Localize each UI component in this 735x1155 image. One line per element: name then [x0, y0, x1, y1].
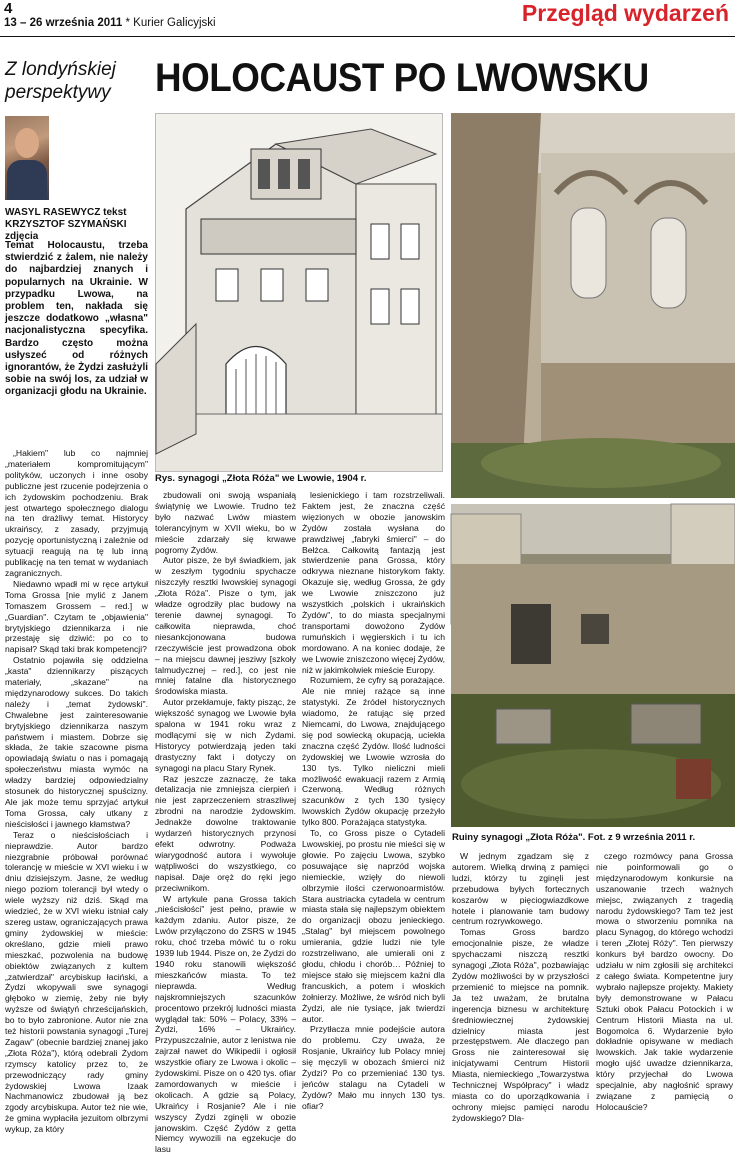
page-number: 4: [4, 0, 13, 17]
article-paragraph: W jednym zgadzam się z autorem. Wielką drwiną z pamięci ludzi, którzy tu zginęli jest przebudowa byłych fortecznych koszarów w pięciogwiazdkowe hotele i planowanie tam budowy centrum rozrywkowego.: [452, 851, 589, 927]
article-column-1: [5, 448, 148, 1135]
author-credit: WASYL RASEWYCZ tekst: [5, 207, 127, 218]
article-paragraph: Przytłacza mnie podejście autora do problemu. Czy uważa, że Rosjanie, Ukraińcy lub Polacy mniej się męczyli w obozach śmierci niż Żydzi? Po co przemieniać 130 tys. jeńców stalagu na Cytadeli w Żydów? Mało mu innych 130 tys. ofiar?: [302, 1024, 445, 1111]
date-separator: *: [122, 17, 134, 29]
article-column-5: [596, 851, 733, 1112]
article-paragraph: Tomas Gross bardzo emocjonalnie pisze, że władze spychaczami niszczą resztki synagogi „Złota Róża", pozbawiając Żydów możliwości by w przyszłości przemienić to miejsce na pomnik. Ja też uważam, że brutalna ingerencja biznesu w architekturę średniowiecznej żydowskiej dzielnicy miasta jest przestępstwem. Ale dlaczego pan Gross nie zainteresował się inicjatywami Centrum Historii Miasta, niemieckiego „Towarzystwa Technicznej Współpracy" i władz miasta co do uporządkowania i ochrony miejsc pamięci narodu żydowskiego? Dla-: [452, 927, 589, 1123]
article-paragraph: Autor pisze, że był świadkiem, jak w zeszłym tygodniu spychacze niszczyły resztki lwowskiej synagogi „Złota Róża". Pisze o tym, jak władze ogrodziły plac budowy na terenie dawnej synagogi. To całkowita nieprawda, choć niesankcjonowana budowa rzeczywiście jest prowadzona obok – na miejscu dawnej jesziwy [szkoły talmudycznej – red.], co jest nie mniej fatalne dla historycznego środowiska miasta.: [155, 555, 296, 697]
ruins-caption: Ruiny synagogi „Złota Róża". Fot. z 9 września 2011 r.: [452, 832, 696, 843]
section-title: Przegląd wydarzeń: [521, 0, 729, 26]
ruins-courtyard-photo: [451, 504, 735, 827]
article-paragraph: Niedawno wpadł mi w ręce artykuł Toma Grossa [nie mylić z Janem Tomaszem Grossem – red.] w „Guardian". Czytam te „objawienia" brytyjskiego dziennikarza i nie przestaję się dziwić: po co to napisał? Skąd taki brak kompetencji?: [5, 578, 148, 655]
article-paragraph: Rozumiem, że cyfry są porażające. Ale nie mniej rażące są inne statystyki. Ze źródeł historycznych wiadomo, że ratując się przed Niemcami, do Lwowa, znajdującego się pod sowiecką okupacją, uciekła znaczna część Żydów. Ilość ludności żydowskiej we Lwowie wzrosła do 130 tys. Tylko nieliczni mieli możliwość ewakuacji razem z Armią Czerwoną. Według różnych szacunków z tych 130 tysięcy lwowskich Żydów okupację przeżyło tylko 800. Porażająca statystyka.: [302, 675, 445, 828]
header-divider: [0, 36, 735, 37]
issue-date: 13 – 26 września 2011: [4, 17, 123, 29]
author-photo: [5, 116, 49, 200]
article-paragraph: „Hakiem" lub co najmniej „materiałem kompromitującym" polityków, uczonych i inne osoby publiczne jest rzucenie podejrzenia o ich żydowskim pochodzeniu. Brak jest otwartego społecznego dialogu na ten drażliwy temat. Historycy ukraińscy, z zasady, przyjmują pozycję oportunistyczną i zależnie od sytuacji reagują na tę lub inną publikację na ten temat w wydaniach zagranicznych.: [5, 448, 148, 578]
article-headline: HOLOCAUST PO LWOWSKU: [155, 56, 649, 100]
article-paragraph: Teraz o nieścisłościach i nieprawdzie. Autor bardzo niezgrabnie próbował porównać tolerancję w mieście w XVI wieku i w dniu dzisiejszym. Jasne, że według niego poziom tolerancji był wtedy o wiele wyższy niż dziś. Skąd ma wiedzieć, że w XVI wieku istniał cały szereg ustaw, ograniczających prawa gminy żydowskiej w mieście: określano, gdzie mieli prawo mieszkać, pozwolenia na budowę obiektów związanych z kultem „zatwierdzał" arcybiskup łaciński, a Żydzi wkopywali swe synagogi głęboko w ziemię, żeby nie były wyższe od świątyń chrześcijańskich, bo to było zabronione. Autor nie zna też historii powstania synagogi „Turej Zagaw" (obecnie bardziej znanej jako „Złota Róża"), którą odebrali Żydom rzymscy katolicy przez to, że przewodniczący rady gminy żydowskiej Lwowa Izaak Nachmanowicz zbudował ją bez zgody arcybiskupa. Autor też nie wie, że gmina wypłaciła jezuitom olbrzymi wykup, za który: [5, 829, 148, 1135]
author-photo-body: [7, 160, 47, 200]
photo-credit: KRZYSZTOF SZYMAŃSKI zdjęcia: [5, 219, 127, 242]
article-paragraph: W artykule pana Grossa takich „nieścisłości" jest pełno, prawie w każdym zdaniu. Autor pisze, że Lwów przyłączono do ZSRS w 1945 roku, choć trzeba mówić tu o roku 1939 lub 1944. Pisze on, że Żydzi do 1940 roku stanowili większość mieszkańców miasta. To też nieprawda. Według najskromniejszych szacunków procentowo przekrój ludności miasta wyglądał tak: 50% – Polacy, 33% – Żydzi, 16% – Ukraińcy. Przypuszczalnie, autor z lenistwa nie zajrzał nawet do Wikipedii i ogłosił wszystkie ofiary ze Lwowa i okolic – żydowskimi. Pisze on o 420 tys. ofiar zamordowanych w mieście i okolicach. A gdzie są Polacy, Ukraińcy i Rosjanie? Ale i nie wszyscy Żydzi zginęli w obozie janowskim. Część Żydów z getta Niemcy wywozili na egzekucje do lasu: [155, 893, 296, 1155]
synagogue-sketch-image: [155, 113, 443, 472]
article-paragraph: czego rozmówcy pana Grossa nie poinformowali go o międzynarodowym konkursie na uszanowanie trzech ważnych miejsc, związanych z tragedią narodu żydowskiego? Tam też jest mowa o stworzeniu pomnika na placu Synagog, do którego wchodzi i teren „Złotej Róży". Ten pierwszy konkurs był bardzo owocny. Do udziału w nim zgłosili się architekci z całego świata. Kompetentne jury wybrało najlepsze projekty. Makiety były demonstrowane w Pałacu Sztuki obok Pałacu Potockich i w Centrum Historii Miasta na ul. Bogomolca 6. Wydarzenie było dokładnie opisywane w mediach lwowskich. Jak takie wydarzenie mogło ujść uwadze dziennikarza, który przyjechał do Lwowa specjalnie, aby nagłośnić sprawy związane z pamięcią o Holocauście?: [596, 851, 733, 1112]
publication-name: Kurier Galicyjski: [133, 17, 216, 29]
article-paragraph: To, co Gross pisze o Cytadeli Lwowskiej, po prostu nie mieści się w głowie. Po zajęciu Lwowa, szybko posuwające się naprzód wojska niemieckie, wzięły do niewoli olbrzymie ilości czerwonoarmistów. Stara austriacka cytadela w centrum miasta stała się najlepszym obiektem do organizacji obozu jenieckiego. „Stalag" był miejscem powolnego umierania, gdzie ludzi nie tyle rozstrzeliwano, ale umierali oni z głodu, chłodu i chorób… Później to miejsce stało się miejscem kaźni dla francuskich, a potem i włoskich żołnierzy. Możliwe, że wśród nich byli Żydzi, ale nie tysiące, jak twierdzi autor.: [302, 828, 445, 1024]
article-paragraph: Raz jeszcze zaznaczę, że taka detalizacja nie zmniejsza cierpień i nie jest zaprzeczeniem straszliwej zbrodni na narodzie żydowskim. Jednakże dowolne traktowanie wydarzeń historycznych przynosi efekt odwrotny. Podważa wiarygodność autora i wywołuje wątpliwości do wszystkiego, co napisał. Daje oręż do ręki jego przeciwnikom.: [155, 773, 296, 893]
sketch-caption: Rys. synagogi „Złota Róża" we Lwowie, 1904 r.: [155, 473, 367, 484]
article-column-4: [452, 851, 589, 1123]
article-lead: Temat Holocaustu, trzeba stwierdzić z żalem, nie należy do najbardziej znanych i popularnych na Ukrainie. W przypadku Lwowa, na problem ten, nakłada się jeszcze dodatkowo „własna" nacjonalistyczna specyfika. Bardzo często można usłyszeć od różnych ignorantów, że Żydzi zasłużyli sobie na swój los, za udział w organizacji głodu na Ukrainie.: [5, 240, 148, 398]
author-photo-head: [15, 128, 39, 158]
article-credits: [5, 207, 145, 243]
article-kicker: Z londyńskiej perspektywy: [5, 59, 116, 103]
article-paragraph: Ostatnio pojawiła się oddzielna „kasta" dziennikarzy piszących materiały, „skazane" na międzynarodowy sukces. Do takich należy i „temat żydowski". Chwalebne jest zainteresowanie brytyjskiego dziennikarza naszym państwem i miastem. Dobrze się składa, że takie szacowne pisma opowiadają światu o nas i pomagają społeczeństwu miasta wymóc na władzy bardziej odpowiedzialny stosunek do historycznej spuścizny. Ale jak może temu sprzyjać artykuł Toma Grossa, cały utkany z nieścisłości i jawnego kłamstwa?: [5, 655, 148, 829]
ruins-courtyard-photo-art: [451, 504, 735, 827]
issue-date-line: [4, 17, 216, 29]
ruins-wall-photo: [451, 113, 735, 498]
synagogue-sketch-drawing: [156, 114, 442, 471]
article-paragraph: lesienickiego i tam rozstrzeliwali. Faktem jest, że znaczna część więzionych w obozie janowskim Żydów została wysłana do prawdziwej „fabryki śmierci" – do Bełżca. Całkowitą fantazją jest stwierdzenie pana Grossa, który odkrywa nieznane historykom fakty. Okazuje się, według Grossa, że gdy we Lwowie zniszczono już wszystkich „polskich i ukraińskich Żydów", to do miasta specjalnymi transportami dowożono Żydów rumuńskich i węgierskich i tu ich mordowano. A na koniec dodaje, że we Lwowie zniszczono więcej Żydów, niż w jakimkolwiek mieście Europy.: [302, 490, 445, 675]
article-column-3: [302, 490, 445, 1111]
ruins-wall-photo-art: [451, 113, 735, 498]
article-column-2: [155, 490, 296, 1155]
article-paragraph: Autor przekłamuje, fakty pisząc, że większość synagog we Lwowie była spalona w 1941 roku wraz z modlącymi się w nich Żydami. Historycy potwierdzają jeden taki drastyczny fakt i dotyczy on synagogi na placu Stary Rynek.: [155, 697, 296, 773]
article-paragraph: zbudowali oni swoją wspaniałą świątynię we Lwowie. Trudno też było nazwać Lwów miastem tolerancyjnym w XVII wieku, bo w mieście zdarzały się krwawe pogromy Żydów.: [155, 490, 296, 555]
